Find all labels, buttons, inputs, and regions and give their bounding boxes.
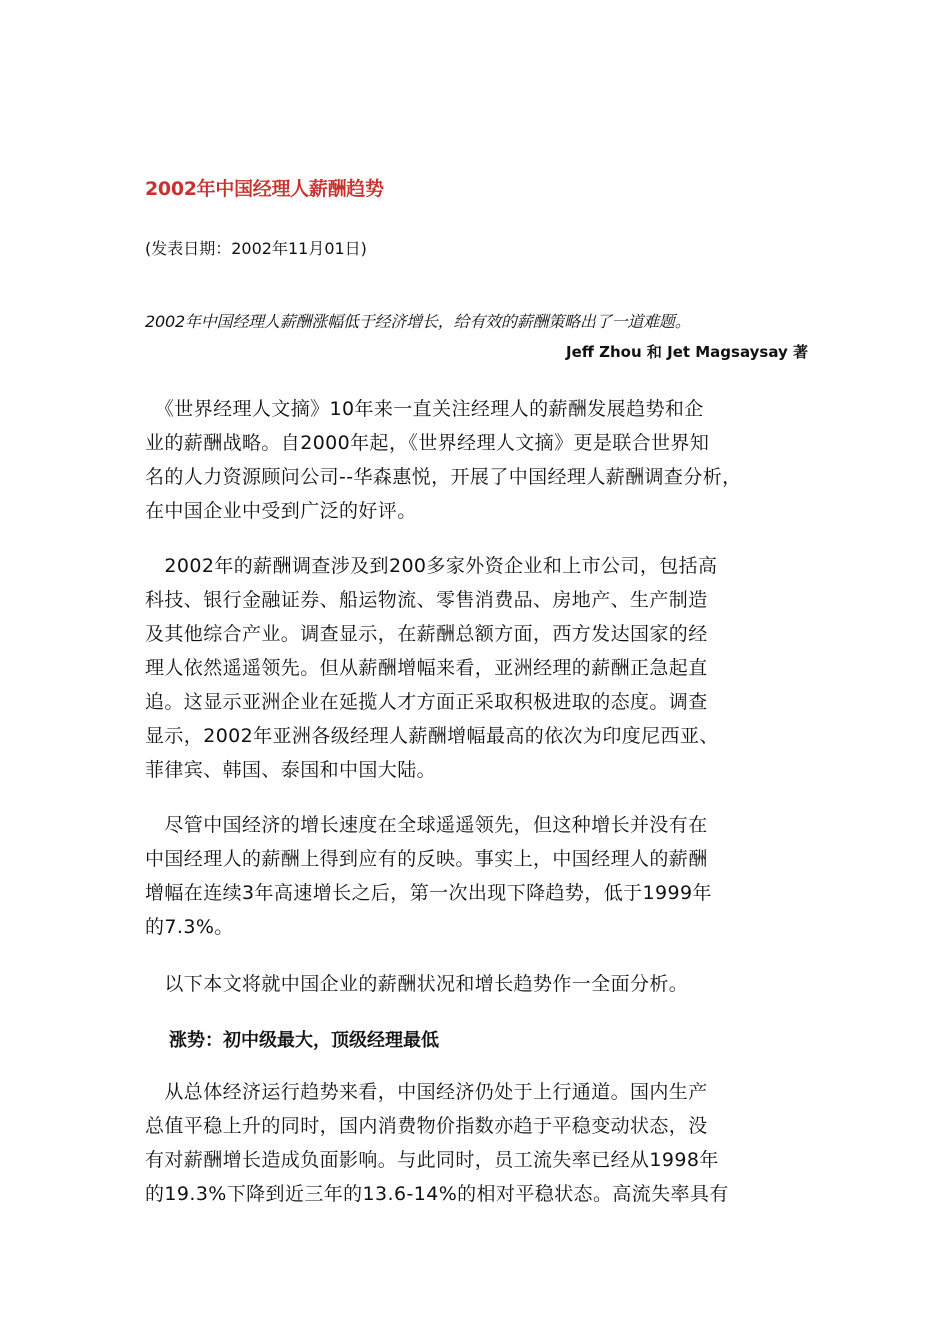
paragraph-survey: [145, 549, 719, 787]
paragraph-growth: [145, 808, 712, 944]
paragraph-line: 2002年的薪酬调查涉及到200多家外资企业和上市公司，包括高: [145, 555, 718, 577]
publish-date: (发表日期：2002年11月01日): [145, 239, 367, 258]
paragraph-line: 在中国企业中受到广泛的好评。: [145, 500, 417, 522]
paragraph-economy: [145, 1075, 729, 1211]
paragraph-line: 中国经理人的薪酬上得到应有的反映。事实上，中国经理人的薪酬: [145, 848, 708, 870]
paragraph-line: 增幅在连续3年高速增长之后，第一次出现下降趋势，低于1999年: [145, 882, 712, 904]
article-author: Jeff Zhou 和 Jet Magsaysay 著: [566, 343, 808, 361]
paragraph-line: 有对薪酬增长造成负面影响。与此同时，员工流失率已经从1998年: [145, 1149, 719, 1171]
paragraph-line: 总值平稳上升的同时，国内消费物价指数亦趋于平稳变动状态，没: [145, 1115, 708, 1137]
paragraph-line: 名的人力资源顾问公司--华森惠悦，开展了中国经理人薪酬调查分析，: [145, 466, 742, 488]
paragraph-line: 科技、银行金融证券、船运物流、零售消费品、房地产、生产制造: [145, 589, 708, 611]
paragraph-line: 《世界经理人文摘》10年来一直关注经理人的薪酬发展趋势和企: [145, 398, 704, 420]
paragraph-line: 显示，2002年亚洲各级经理人薪酬增幅最高的依次为印度尼西亚、: [145, 725, 719, 747]
paragraph-line: 以下本文将就中国企业的薪酬状况和增长趋势作一全面分析。: [145, 973, 689, 995]
section-heading: 涨势：初中级最大，顶级经理最低: [169, 1030, 439, 1051]
article-subtitle: 2002年中国经理人薪酬涨幅低于经济增长，给有效的薪酬策略出了一道难题。: [145, 312, 691, 331]
paragraph-line: 尽管中国经济的增长速度在全球遥遥领先，但这种增长并没有在: [145, 814, 708, 836]
paragraph-line: 菲律宾、韩国、泰国和中国大陆。: [145, 759, 437, 781]
paragraph-line: 追。这显示亚洲企业在延揽人才方面正采取积极进取的态度。调查: [145, 691, 708, 713]
paragraph-line: 的7.3%。: [145, 916, 234, 938]
paragraph-intro: [145, 392, 742, 528]
article-title: 2002年中国经理人薪酬趋势: [145, 178, 384, 200]
paragraph-overview: [145, 967, 688, 1001]
paragraph-line: 从总体经济运行趋势来看，中国经济仍处于上行通道。国内生产: [145, 1081, 708, 1103]
paragraph-line: 业的薪酬战略。自2000年起，《世界经理人文摘》更是联合世界知: [145, 432, 710, 454]
paragraph-line: 理人依然遥遥领先。但从薪酬增幅来看，亚洲经理的薪酬正急起直: [145, 657, 708, 679]
paragraph-line: 的19.3%下降到近三年的13.6-14%的相对平稳状态。高流失率具有: [145, 1183, 729, 1205]
paragraph-line: 及其他综合产业。调查显示，在薪酬总额方面，西方发达国家的经: [145, 623, 708, 645]
